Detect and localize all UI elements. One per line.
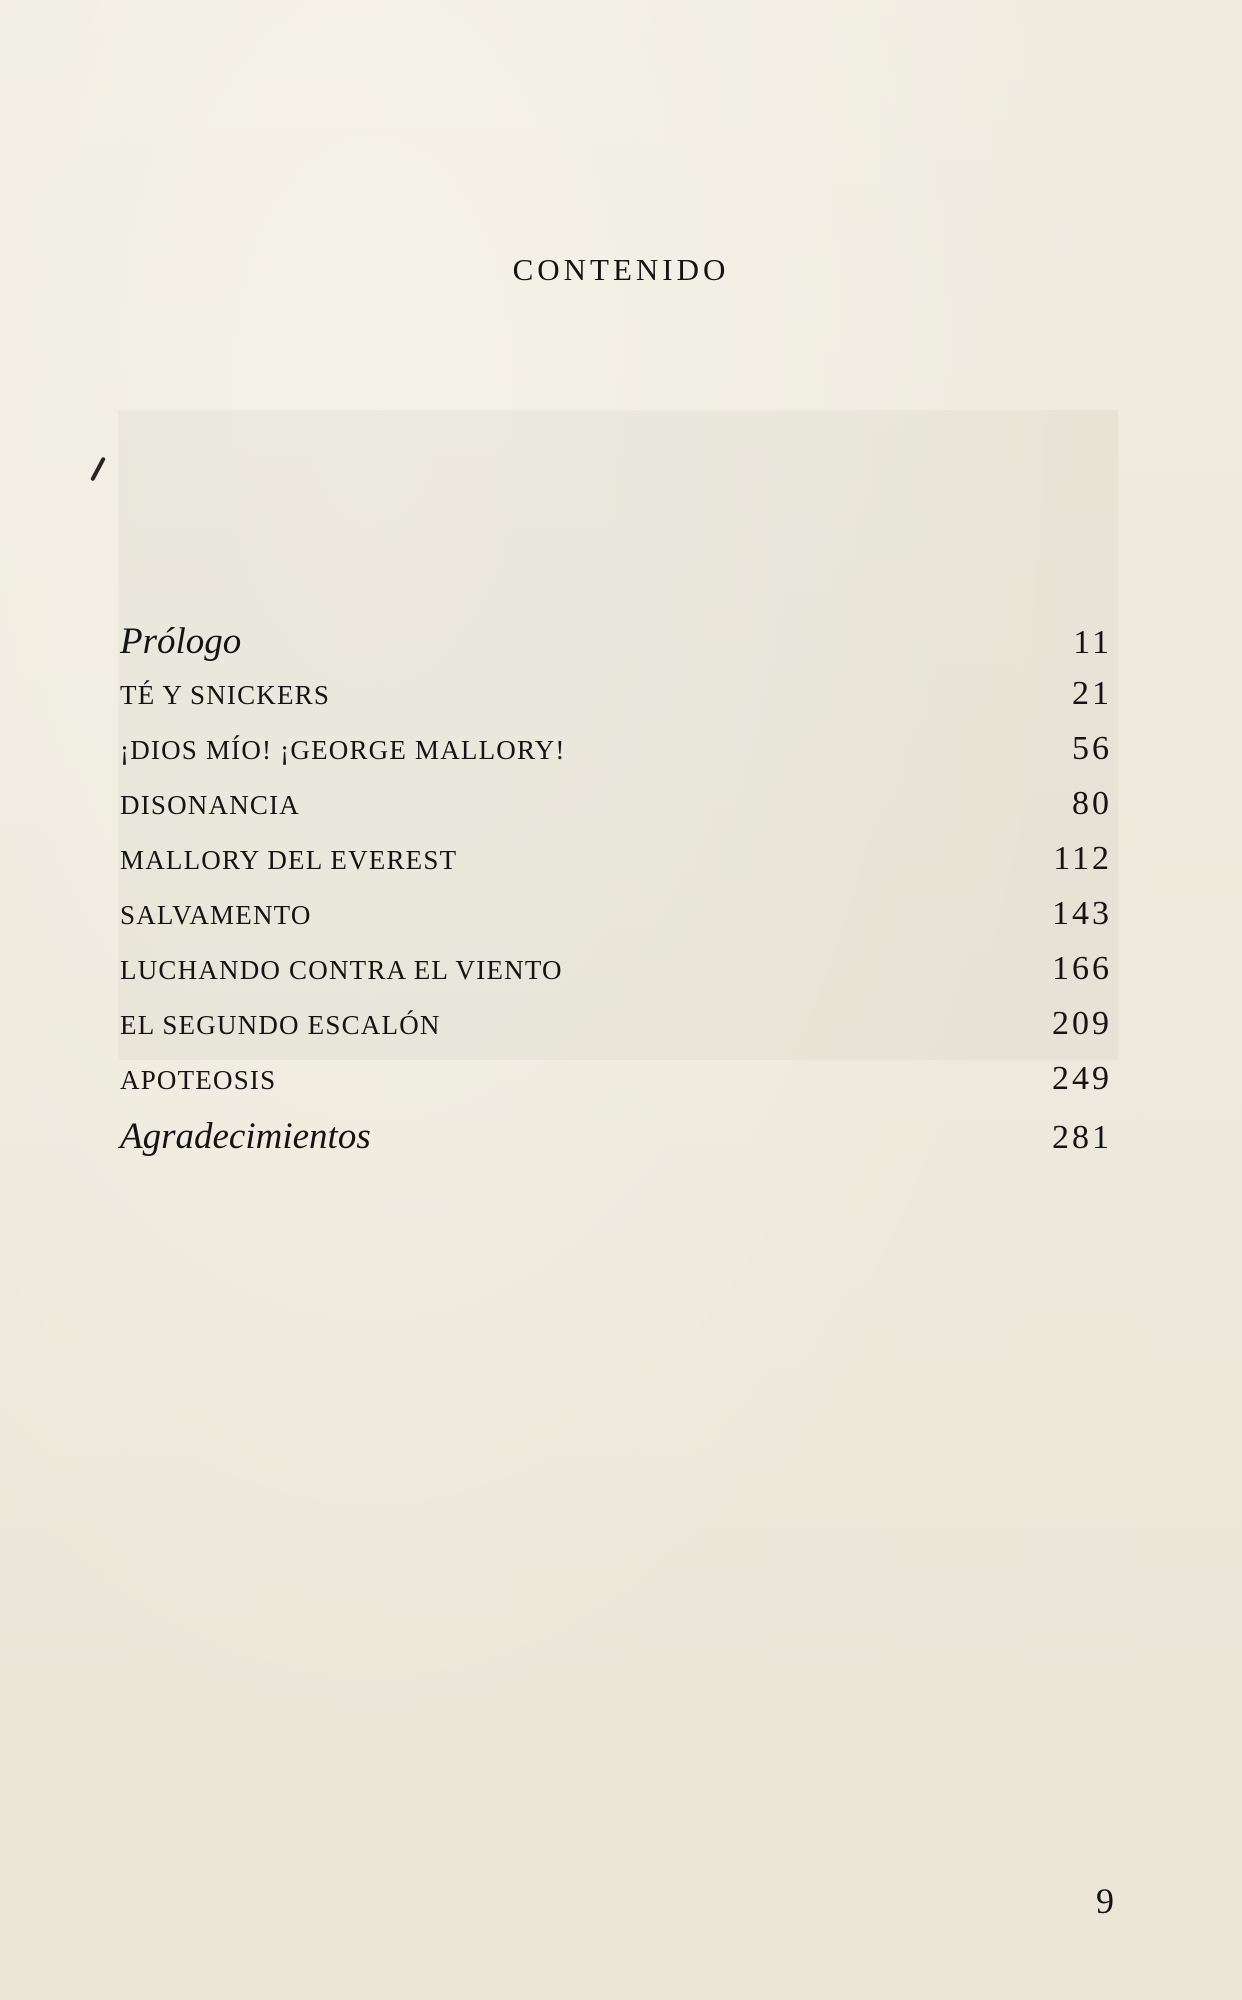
toc-entry-title: SALVAMENTO (120, 900, 312, 930)
toc-entry (120, 950, 1112, 1005)
toc-entry-page: 80 (1072, 785, 1112, 822)
toc-entry (120, 1005, 1112, 1060)
toc-entry-page: 11 (1073, 624, 1112, 661)
toc-entry-title: MALLORY DEL EVEREST (120, 845, 458, 875)
toc-entry-page: 209 (1052, 1005, 1112, 1042)
toc-entry-page: 166 (1052, 950, 1112, 987)
toc-entry (120, 675, 1112, 730)
toc-entry-title: TÉ Y SNICKERS (120, 680, 331, 710)
toc-entry-page: 281 (1052, 1119, 1112, 1156)
toc-entry-title: APOTEOSIS (120, 1065, 277, 1095)
toc-entry-title: Agradecimientos (120, 1116, 371, 1157)
page-number: 9 (1096, 1881, 1114, 1921)
toc-entry-page: 112 (1053, 840, 1112, 877)
toc-entry (120, 840, 1112, 895)
toc-entry (120, 1115, 1112, 1170)
toc-entry-page: 249 (1052, 1060, 1112, 1097)
ink-speck (90, 457, 106, 482)
toc-entry-title: LUCHANDO CONTRA EL VIENTO (120, 955, 563, 985)
toc-entry (120, 620, 1112, 675)
toc-entry-title: DISONANCIA (120, 790, 300, 820)
table-of-contents (120, 620, 1112, 1170)
toc-entry (120, 785, 1112, 840)
toc-entry-page: 143 (1052, 895, 1112, 932)
toc-entry (120, 1060, 1112, 1115)
toc-entry (120, 895, 1112, 950)
toc-entry-title: EL SEGUNDO ESCALÓN (120, 1010, 441, 1040)
toc-entry-title: Prólogo (120, 621, 242, 662)
toc-entry (120, 730, 1112, 785)
toc-entry-page: 21 (1072, 675, 1112, 712)
page-title: CONTENIDO (512, 252, 730, 287)
toc-entry-page: 56 (1072, 730, 1112, 767)
toc-entry-title: ¡DIOS MÍO! ¡GEORGE MALLORY! (120, 735, 566, 765)
